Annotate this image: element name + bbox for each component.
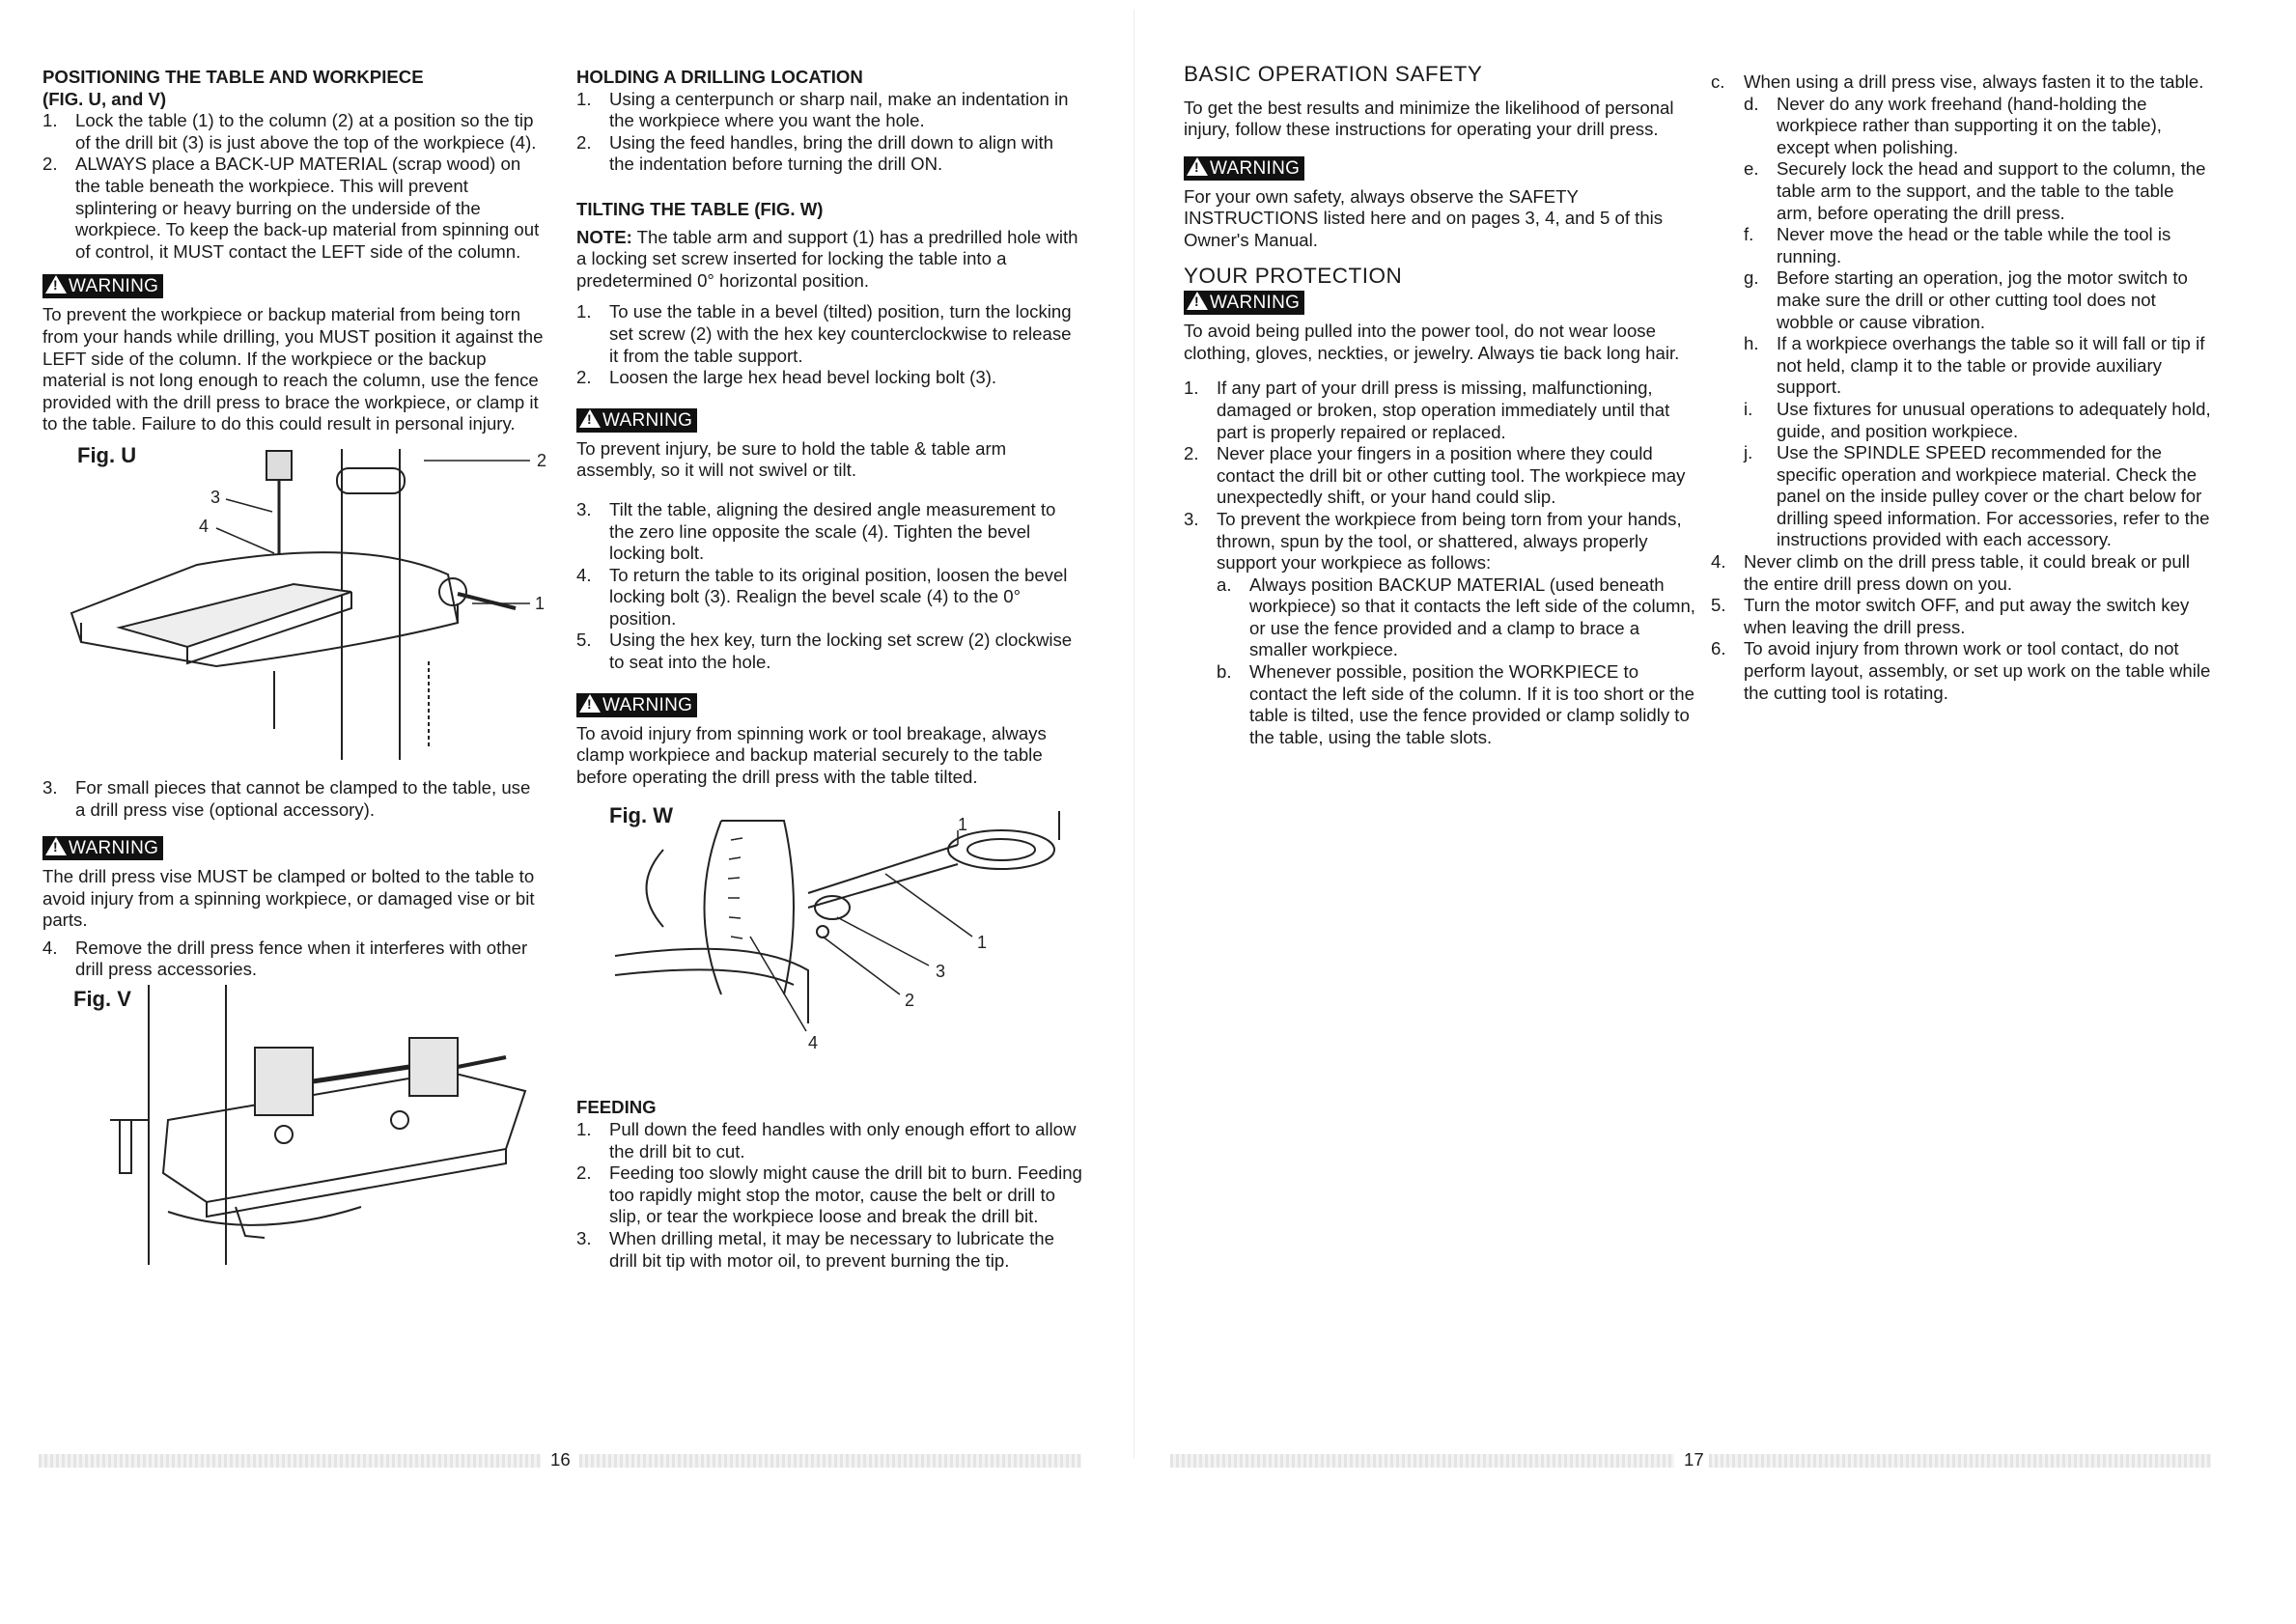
warning-text: To avoid being pulled into the power tool, do not wear loose clothing, gloves, neckties, or jewelry. Always tie back long hair. xyxy=(1184,321,1680,363)
holding-title: HOLDING A DRILLING LOCATION xyxy=(576,67,863,87)
callout-2: 2 xyxy=(537,450,547,470)
drill-vise-illustration xyxy=(42,985,545,1265)
warning-badge: !WARNING xyxy=(42,836,163,860)
footer-band xyxy=(579,1454,1081,1468)
basic-title: BASIC OPERATION SAFETY xyxy=(1184,62,1483,86)
warning-text: For your own safety, always observe the SAFETY INSTRUCTIONS listed here and on pages 3, 4, and 5 of this Owner's Manual. xyxy=(1184,185,1664,250)
list-item: 2. Loosen the large hex head bevel locking bolt (3). xyxy=(576,367,997,388)
callout-1: 1 xyxy=(977,933,988,953)
warning-badge: !WARNING xyxy=(576,693,697,717)
tilting-note: NOTE: The table arm and support (1) has a predrilled hole with a locking set screw inserted for locking the table into a predetermined 0° horizontal position. xyxy=(576,226,1078,291)
warning-triangle-icon xyxy=(579,694,601,713)
drill-table-illustration xyxy=(42,439,545,760)
warning-badge: !WARNING xyxy=(576,408,697,433)
list-item: 3. For small pieces that cannot be clamped to the table, use a drill press vise (optional accessory). xyxy=(42,776,531,820)
list-item: 1. If any part of your drill press is missing, malfunctioning, damaged or broken, stop operation immediately until that part is properly repaired or replaced. xyxy=(1184,378,1670,442)
warning-text: To prevent injury, be sure to hold the table & table arm assembly, so it will not swivel or tilt. xyxy=(576,437,1007,481)
tilting-title: TILTING THE TABLE (FIG. W) xyxy=(576,198,824,219)
protection-continued-section xyxy=(1711,71,2213,704)
list-item: 5. Using the hex key, turn the locking set screw (2) clockwise to seat into the hole. xyxy=(576,630,1073,673)
footer-band xyxy=(1709,1454,2211,1468)
positioning-section xyxy=(42,67,545,1265)
list-item: 2. Feeding too slowly might cause the drill bit to burn. Feeding too rapidly might stop the motor, cause the belt or drill to slip, or tear the workpiece loose and break the drill bit. xyxy=(576,1162,1082,1227)
list-item: e. Securely lock the head and support to the column, the table arm to the support, and the table to the table arm, before operating the drill press. xyxy=(1744,158,2206,223)
list-item: b. Whenever possible, position the WORKPIECE to contact the left side of the column. If it is too short or the table is tilted, use the fence provided or clamp solidly to the table, using the table slots. xyxy=(1217,661,1694,747)
page-number: 16 xyxy=(550,1449,571,1470)
callout-1: 1 xyxy=(535,593,546,613)
positioning-title: POSITIONING THE TABLE AND WORKPIECE xyxy=(42,67,424,87)
list-item: 1. Using a centerpunch or sharp nail, make an indentation in the workpiece where you want the hole. xyxy=(576,88,1069,131)
figure-w xyxy=(576,801,1082,1091)
list-item: 1. Pull down the feed handles with only enough effort to allow the drill bit to cut. xyxy=(576,1119,1077,1162)
callout-2: 2 xyxy=(905,991,915,1011)
list-item: 2. Never place your fingers in a position where they could contact the drill bit or other cutting tool. The workpiece may unexpectedly shift, or your hand could slip. xyxy=(1184,443,1686,508)
figure-label: Fig. W xyxy=(609,803,673,828)
list-item: g. Before starting an operation, jog the motor switch to make sure the drill or other cutting tool does not wobble or cause vibration. xyxy=(1744,267,2188,332)
list-item: i. Use fixtures for unusual operations to adequately hold, guide, and position workpiece. xyxy=(1744,398,2211,441)
page-number: 17 xyxy=(1684,1449,1704,1470)
callout-3: 3 xyxy=(210,487,221,507)
warning-badge: !WARNING xyxy=(42,274,163,298)
list-item: 4. Never climb on the drill press table, it could break or pull the entire drill press down on you. xyxy=(1711,551,2190,594)
warning-triangle-icon xyxy=(45,837,67,855)
warning-text: To avoid injury from spinning work or tool breakage, always clamp workpiece and backup material securely to the table before operating the drill press with the table tilted. xyxy=(576,722,1047,787)
figure-u xyxy=(42,439,545,760)
holding-section xyxy=(576,67,1082,1272)
list-item: 5. Turn the motor switch OFF, and put away the switch key when leaving the drill press. xyxy=(1711,595,2190,637)
warning-triangle-icon xyxy=(1187,292,1208,310)
protection-title: YOUR PROTECTION xyxy=(1184,263,1403,288)
list-item: d. Never do any work freehand (hand-holding the workpiece rather than supporting it on the table), except when polishing. xyxy=(1744,93,2162,157)
callout-4: 4 xyxy=(808,1033,819,1053)
tilt-table-illustration xyxy=(576,801,1082,1091)
figure-label: Fig. V xyxy=(73,987,131,1012)
list-item: 4. Remove the drill press fence when it interferes with other drill press accessories. xyxy=(42,937,528,980)
list-item: j. Use the SPINDLE SPEED recommended for the specific operation and workpiece material. Check the panel on the inside pulley cover or the chart below for drilling speed information. For accessories, refer to the instructions provided with each accessory. xyxy=(1744,442,2210,550)
list-item: 2. Using the feed handles, bring the drill down to align with the indentation before turning the drill ON. xyxy=(576,131,1053,175)
list-item: 3. To prevent the workpiece from being torn from your hands, thrown, spun by the tool, or shattered, always properly support your workpiece as follows: xyxy=(1184,508,1682,574)
list-item: 2. ALWAYS place a BACK-UP MATERIAL (scrap wood) on the table beneath the workpiece. This will prevent splintering or heavy burring on the underside of the workpiece. To keep the back-up material from spinning out of control, it MUST contact the LEFT side of the column. xyxy=(42,154,540,262)
figure-v xyxy=(42,985,545,1265)
list-item: 1. To use the table in a bevel (tilted) position, turn the locking set screw (2) with the hex key counterclockwise to release it from the table support. xyxy=(576,301,1072,366)
callout-1-top: 1 xyxy=(958,815,968,835)
warning-triangle-icon xyxy=(579,409,601,428)
feeding-title: FEEDING xyxy=(576,1097,657,1118)
warning-badge: !WARNING xyxy=(1184,156,1304,181)
footer-band xyxy=(1170,1454,1674,1468)
warning-text: The drill press vise MUST be clamped or bolted to the table to avoid injury from a spinning workpiece, or damaged vise or bit parts. xyxy=(42,866,535,931)
basic-intro: To get the best results and minimize the likelihood of personal injury, follow these instructions for operating your drill press. xyxy=(1184,97,1674,140)
callout-4: 4 xyxy=(199,516,210,536)
warning-badge: !WARNING xyxy=(1184,291,1304,315)
list-item: 4. To return the table to its original position, loosen the bevel locking bolt (3). Realign the bevel scale (4) to the 0° position. xyxy=(576,564,1068,629)
callout-3: 3 xyxy=(936,962,946,982)
list-item: 6. To avoid injury from thrown work or tool contact, do not perform layout, assembly, or set up work on the table while the cutting tool is rotating. xyxy=(1711,638,2211,703)
list-item: 3. Tilt the table, aligning the desired angle measurement to the zero line opposite the scale (4). Tighten the bevel locking bolt. xyxy=(576,498,1056,564)
list-item: 3. When drilling metal, it may be necessary to lubricate the drill bit tip with motor oil, to prevent burning the tip. xyxy=(576,1228,1054,1271)
list-item: a. Always position BACKUP MATERIAL (used beneath workpiece) so that it contacts the left side of the column, or use the fence provided and a clamp to brace a smaller workpiece. xyxy=(1217,574,1695,660)
warning-triangle-icon xyxy=(1187,157,1208,176)
footer-band xyxy=(39,1454,541,1468)
list-item: 1. Lock the table (1) to the column (2) at a position so the tip of the drill bit (3) is just above the top of the workpiece (4). xyxy=(42,110,537,153)
warning-text: To prevent the workpiece or backup material from being torn from your hands while drilling, you MUST position it against the LEFT side of the column. If the workpiece or the backup material is not long enough to reach the column, use the fence provided with the drill press to brace the workpiece, or clamp it to the table. Failure to do this could result in personal injury. xyxy=(42,304,544,434)
figure-label: Fig. U xyxy=(77,442,137,467)
basic-safety-section xyxy=(1184,64,1695,748)
list-item: f. Never move the head or the table while the tool is running. xyxy=(1744,224,2171,266)
list-item: h. If a workpiece overhangs the table so it will fall or tip if not held, clamp it to the table or provide auxiliary support. xyxy=(1744,333,2205,398)
positioning-subtitle: (FIG. U, and V) xyxy=(42,88,167,109)
warning-triangle-icon xyxy=(45,275,67,294)
list-item: c. When using a drill press vise, always fasten it to the table. xyxy=(1711,71,2204,92)
